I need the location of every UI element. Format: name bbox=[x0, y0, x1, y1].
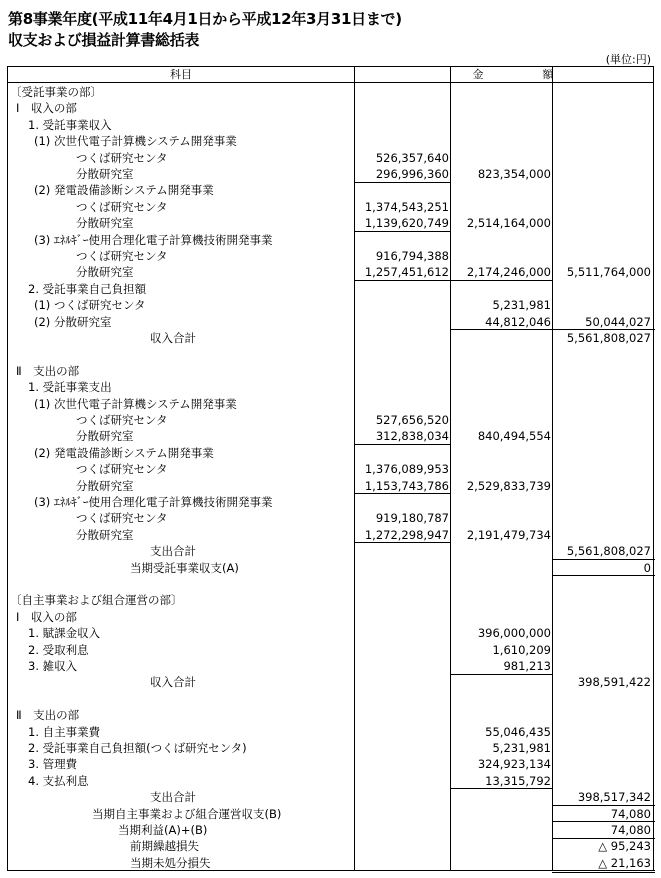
amount-c3: 398,591,422 bbox=[577, 675, 651, 690]
table-row bbox=[8, 625, 653, 641]
amount-c2: 1,610,209 bbox=[492, 642, 551, 657]
amount-c3: 74,080 bbox=[610, 823, 651, 837]
table-row bbox=[8, 166, 653, 182]
table-row bbox=[8, 314, 653, 330]
table-row bbox=[8, 297, 653, 313]
sum-rule bbox=[354, 493, 450, 494]
amount-c2: 5,231,981 bbox=[492, 298, 551, 313]
table-row bbox=[8, 576, 653, 592]
table-row bbox=[8, 396, 653, 412]
amount-c2: 55,046,435 bbox=[485, 724, 551, 739]
row-label: 当期受託事業収支(A) bbox=[130, 560, 239, 575]
table-row bbox=[8, 674, 653, 690]
row-label: 2. 受託事業自己負担額(つくば研究センタ) bbox=[28, 741, 247, 755]
table-row bbox=[8, 346, 653, 362]
row-label: 1. 受託事業収入 bbox=[28, 117, 112, 132]
row-label: Ⅱ 支出の部 bbox=[16, 363, 80, 378]
table-row bbox=[8, 642, 653, 658]
table-row bbox=[8, 281, 653, 297]
amount-c1: 526,357,640 bbox=[375, 150, 449, 165]
amount-c1: 1,257,451,612 bbox=[364, 265, 449, 280]
row-label: 1. 自主事業費 bbox=[28, 724, 101, 739]
table-row bbox=[8, 215, 653, 231]
table-row bbox=[8, 773, 653, 789]
row-label: つくば研究センタ bbox=[76, 462, 168, 477]
sum-rule bbox=[450, 788, 552, 789]
table-row bbox=[8, 264, 653, 280]
row-label: 4. 支払利息 bbox=[28, 773, 89, 788]
row-label: (2) 分散研究室 bbox=[34, 314, 112, 329]
table-row bbox=[8, 724, 653, 740]
row-label: (3) ｴﾈﾙｷﾞｰ使用合理化電子計算機技術開発事業 bbox=[34, 232, 273, 247]
table-row bbox=[8, 855, 653, 871]
sum-rule bbox=[354, 444, 450, 445]
amount-c2: 2,174,246,000 bbox=[466, 265, 551, 280]
row-label: 前期繰越損失 bbox=[130, 839, 199, 854]
document-subtitle: 収支および損益計算書総括表 bbox=[8, 31, 200, 49]
table-row bbox=[8, 494, 653, 510]
row-label: 支出合計 bbox=[150, 544, 196, 559]
sum-rule bbox=[354, 280, 450, 281]
row-label: (1) つくば研究センタ bbox=[34, 298, 146, 313]
sum-rule bbox=[552, 559, 655, 560]
amount-c2: 2,514,164,000 bbox=[466, 216, 551, 231]
sum-rule bbox=[552, 872, 655, 873]
table-row bbox=[8, 363, 653, 379]
row-label: つくば研究センタ bbox=[76, 413, 168, 427]
row-label: Ⅱ 支出の部 bbox=[16, 708, 80, 723]
table-row bbox=[8, 199, 653, 215]
table-row bbox=[8, 445, 653, 461]
table-row bbox=[8, 658, 653, 674]
sum-rule bbox=[552, 821, 655, 822]
row-label: 分散研究室 bbox=[76, 265, 134, 280]
amount-c2: 840,494,554 bbox=[477, 429, 551, 444]
sum-rule bbox=[552, 575, 655, 576]
row-label: (3) ｴﾈﾙｷﾞｰ使用合理化電子計算機技術開発事業 bbox=[34, 495, 273, 509]
amount-c2: 324,923,134 bbox=[477, 757, 551, 772]
amount-c3: 50,044,027 bbox=[585, 314, 651, 329]
table-row bbox=[8, 789, 653, 805]
table-row bbox=[8, 150, 653, 166]
table-row bbox=[8, 248, 653, 264]
amount-c3: △ 21,163 bbox=[598, 855, 651, 870]
row-label: Ⅰ 収入の部 bbox=[16, 101, 77, 116]
amount-c2: 2,529,833,739 bbox=[466, 478, 551, 493]
row-label: つくば研究センタ bbox=[76, 199, 168, 214]
amount-c3: 5,511,764,000 bbox=[566, 265, 651, 280]
amount-c1: 916,794,388 bbox=[375, 249, 449, 263]
table-row bbox=[8, 133, 653, 149]
row-label: (1) 次世代電子計算機システム開発事業 bbox=[34, 396, 237, 411]
table-row bbox=[8, 379, 653, 395]
document-title: 第8事業年度(平成11年4月1日から平成12年3月31日まで) bbox=[8, 10, 402, 28]
row-label: 収入合計 bbox=[150, 331, 196, 345]
row-label: つくば研究センタ bbox=[76, 511, 168, 526]
row-label: 支出合計 bbox=[150, 790, 196, 805]
row-label: 当期自主事業および組合運営収支(B) bbox=[92, 806, 282, 821]
summary-table bbox=[7, 66, 654, 871]
table-row bbox=[8, 232, 653, 248]
row-label: Ⅰ 収入の部 bbox=[16, 609, 77, 624]
row-label: (2) 発電設備診断システム開発事業 bbox=[34, 183, 214, 198]
sum-rule bbox=[450, 674, 552, 675]
amount-c1: 296,996,360 bbox=[375, 167, 449, 181]
table-row bbox=[8, 592, 653, 608]
table-row bbox=[8, 543, 653, 559]
table-row bbox=[8, 609, 653, 625]
amount-c1: 312,838,034 bbox=[375, 429, 449, 444]
table-row bbox=[8, 100, 653, 116]
row-label: 分散研究室 bbox=[76, 167, 134, 181]
amount-c3: 5,561,808,027 bbox=[566, 544, 651, 559]
table-row bbox=[8, 330, 653, 346]
row-label: 3. 管理費 bbox=[28, 757, 78, 772]
table-row bbox=[8, 412, 653, 428]
header-amount-2: 額 bbox=[542, 68, 554, 81]
amount-c1: 1,272,298,947 bbox=[364, 527, 449, 542]
table-row bbox=[8, 478, 653, 494]
table-row bbox=[8, 806, 653, 822]
sum-rule bbox=[450, 329, 552, 330]
sum-rule bbox=[552, 805, 655, 806]
row-label: 1. 賦課金収入 bbox=[28, 626, 101, 641]
amount-c1: 1,139,620,749 bbox=[364, 216, 449, 231]
row-label: つくば研究センタ bbox=[76, 249, 168, 263]
table-row bbox=[8, 117, 653, 133]
table-row bbox=[8, 740, 653, 756]
sum-rule bbox=[450, 280, 552, 281]
row-label: 〔受託事業の部〕 bbox=[10, 85, 102, 99]
row-label: 当期利益(A)+(B) bbox=[118, 823, 208, 837]
row-label: (1) 次世代電子計算機システム開発事業 bbox=[34, 134, 237, 149]
row-label: 分散研究室 bbox=[76, 478, 134, 493]
table-row bbox=[8, 560, 653, 576]
amount-c3: 398,517,342 bbox=[577, 790, 651, 805]
row-label: 3. 雑収入 bbox=[28, 659, 78, 673]
amount-c3: 0 bbox=[643, 560, 651, 575]
amount-c3: 74,080 bbox=[610, 806, 651, 821]
row-label: 収入合計 bbox=[150, 675, 196, 690]
sum-rule bbox=[354, 231, 450, 232]
amount-c2: 981,213 bbox=[503, 659, 551, 673]
amount-c1: 1,153,743,786 bbox=[364, 478, 449, 493]
row-label: 〔自主事業および組合運営の部〕 bbox=[10, 593, 183, 608]
amount-c2: 2,191,479,734 bbox=[466, 527, 551, 542]
amount-c1: 1,376,089,953 bbox=[364, 462, 449, 477]
amount-c3: 5,561,808,027 bbox=[566, 331, 651, 345]
table-row bbox=[8, 756, 653, 772]
sum-rule bbox=[354, 182, 450, 183]
row-label: つくば研究センタ bbox=[76, 150, 168, 165]
table-row bbox=[8, 707, 653, 723]
amount-c2: 396,000,000 bbox=[477, 626, 551, 641]
row-label: 分散研究室 bbox=[76, 216, 134, 231]
row-label: 1. 受託事業支出 bbox=[28, 380, 112, 395]
row-label: 2. 受取利息 bbox=[28, 642, 89, 657]
sum-rule bbox=[552, 838, 655, 839]
table-row bbox=[8, 510, 653, 526]
amount-c2: 5,231,981 bbox=[492, 741, 551, 755]
row-label: 分散研究室 bbox=[76, 527, 134, 542]
sum-rule bbox=[552, 329, 655, 330]
header-amount-1: 金 bbox=[472, 68, 484, 81]
amount-c1: 919,180,787 bbox=[375, 511, 449, 526]
table-row bbox=[8, 838, 653, 854]
row-label: 分散研究室 bbox=[76, 429, 134, 444]
amount-c2: 44,812,046 bbox=[485, 314, 551, 329]
amount-c2: 13,315,792 bbox=[485, 773, 551, 788]
sum-rule bbox=[354, 542, 450, 543]
table-row bbox=[8, 84, 653, 100]
row-label: (2) 発電設備診断システム開発事業 bbox=[34, 445, 214, 460]
table-row bbox=[8, 428, 653, 444]
row-label: 2. 受託事業自己負担額 bbox=[28, 281, 147, 296]
unit-label: (単位:円) bbox=[605, 53, 651, 66]
amount-c2: 823,354,000 bbox=[477, 167, 551, 181]
row-label: 当期未処分損失 bbox=[130, 855, 211, 870]
table-row bbox=[8, 461, 653, 477]
sum-rule bbox=[552, 870, 655, 871]
amount-c1: 527,656,520 bbox=[375, 413, 449, 427]
amount-c1: 1,374,543,251 bbox=[364, 199, 449, 214]
table-row bbox=[8, 822, 653, 838]
header-item: 科目 bbox=[170, 68, 192, 81]
amount-c3: △ 95,243 bbox=[598, 839, 651, 854]
table-row bbox=[8, 182, 653, 198]
table-row bbox=[8, 527, 653, 543]
table-row bbox=[8, 691, 653, 707]
